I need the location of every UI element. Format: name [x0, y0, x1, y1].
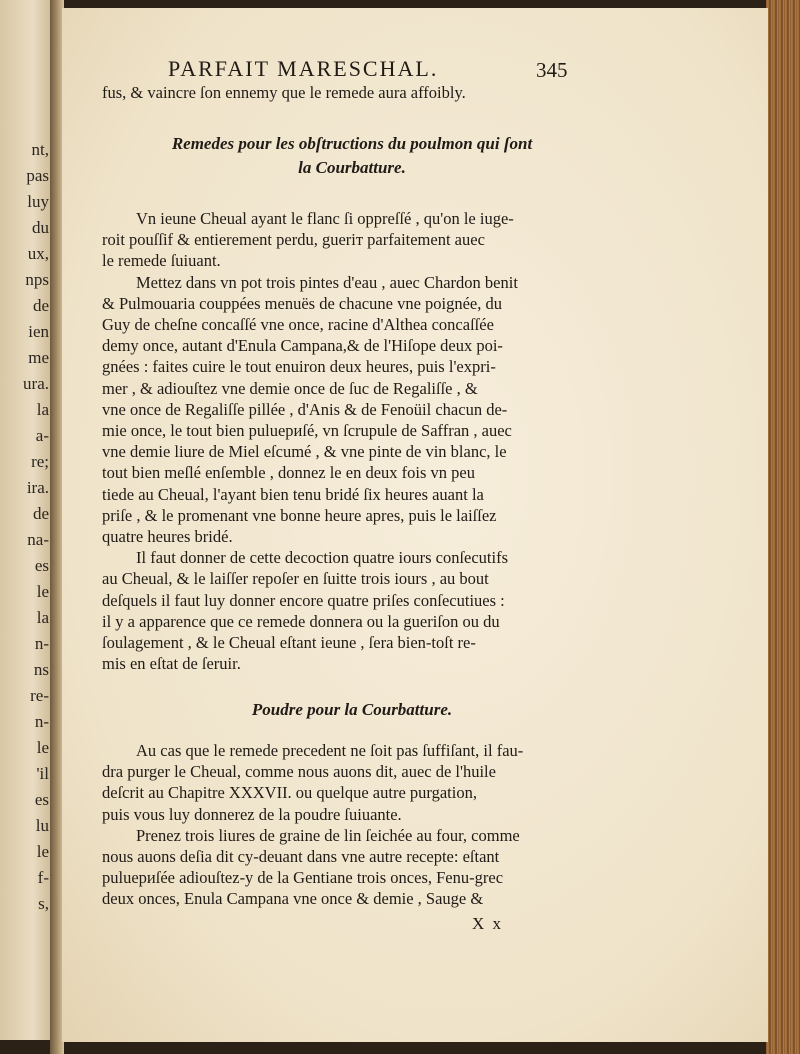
text-line: gnées : faites cuire le tout enuiron deux heures, puis l'expri- [102, 357, 496, 377]
text-line: vne once de Regaliſſe pillée , d'Anis & de Fenoüil chacun de- [102, 399, 508, 419]
paragraph [102, 208, 580, 272]
text-line: Au cas que le remede precedent ne ſoit pas ſuffiſant, il fau- [136, 741, 524, 760]
text-line: deux onces, Enula Campana vne once & demie , Sauge & [102, 889, 484, 909]
text-line: ſoulagement , & le Cheual eſtant ieune , ſera bien-toſt re- [102, 633, 476, 653]
facing-page-fragment: es [34, 556, 49, 575]
facing-page-fragment: n- [34, 634, 49, 653]
text-line: tout bien meſlé enſemble , donnez le en deux fois vn peu [102, 463, 475, 483]
facing-page-fragment: f- [37, 868, 49, 887]
text-line: Guy de cheſne concaſſé vne once, racine d'Althea concaſſée [102, 315, 494, 335]
facing-page-fragment: pas [26, 166, 49, 185]
text-line: le remede ſuiuant. [102, 251, 221, 271]
text-line: priſe , & le promenant vne bonne heure apres, puis le laiſſez [102, 505, 497, 525]
top-line [102, 82, 580, 103]
facing-page-fragment: la [36, 400, 49, 419]
text-line: vne demie liure de Miel eſcumé , & vne pinte de vin blanc, le [102, 442, 507, 462]
text-line: tiede au Cheual, l'ayant bien tenu bridé ſix heures auant la [102, 484, 484, 504]
book-fore-edge [766, 0, 800, 1054]
facing-page-fragment: na- [27, 530, 49, 549]
section1-body [102, 208, 580, 674]
text-line: mie once, le tout bien puluериſé, vn ſcrupule de Saffran , auec [102, 421, 512, 441]
section2-body [102, 740, 580, 910]
heading-line: Poudre pour la Courbatture. [251, 700, 453, 719]
text-line: au Cheual, & le laiſſer repoſer en ſuitte trois iours , au bout [102, 569, 489, 589]
facing-page-fragment: la [36, 608, 49, 627]
facing-page-fragment: nps [25, 270, 49, 289]
heading-line: la Courbatture. [298, 158, 406, 177]
heading-line: Remedes pour les obſtructions du poulmon qui ſont [171, 134, 533, 153]
facing-page-fragment: n- [34, 712, 49, 731]
text-line: nous auons deſia dit cy-deuant dans vne autre recepte: eſtant [102, 847, 500, 867]
text-line: dra purger le Cheual, comme nous auons dit, auec de l'huile [102, 762, 496, 782]
text-line: fus, & vaincre ſon ennemy que le remede aura affoibly. [102, 83, 466, 102]
page-header [62, 54, 768, 84]
text-line: roit pouſſif & entierement perdu, gueriт parfaitement auec [102, 230, 485, 250]
facing-page-fragment: a- [35, 426, 49, 445]
paragraph [102, 740, 580, 825]
facing-page-fragment: nt, [31, 140, 49, 159]
book-page [62, 8, 768, 1042]
text-line: il y a apparence que ce remede donnera ou la gueriſon ou du [102, 611, 500, 631]
facing-page-fragment: du [32, 218, 49, 237]
text-line: mer , & adiouſtez vne demie once de ſuc de Regaliſſe , & [102, 378, 478, 398]
paragraph [102, 825, 580, 910]
facing-page-fragment: s, [38, 894, 49, 913]
facing-page-fragment: de [32, 296, 49, 315]
facing-page-fragment: re; [31, 452, 49, 471]
paragraph [102, 272, 580, 548]
facing-page-fragment: le [36, 842, 49, 861]
section-heading-poudre [62, 698, 642, 722]
facing-page-fragment: le [36, 738, 49, 757]
facing-page-fragment: luy [27, 192, 49, 211]
text-line: puis vous luy donnerez de la poudre ſuiuante. [102, 804, 402, 824]
facing-page-fragment: ien [28, 322, 49, 341]
text-line: Prenez trois liures de graine de lin ſeichée au four, comme [136, 825, 520, 845]
catchword: X x [472, 914, 504, 933]
text-line: Vn ieune Cheual ayant le flanc ſi oppreſſé , qu'on le iuge- [136, 209, 514, 228]
facing-page-fragment: ira. [26, 478, 49, 497]
running-title: PARFAIT MARESCHAL. [168, 56, 439, 81]
facing-page-fragment: ux, [27, 244, 49, 263]
facing-page-edge [0, 0, 55, 1040]
paragraph [102, 547, 580, 674]
text-line: deſcrit au Chapitre XXXVII. ou quelque autre purgation, [102, 783, 477, 803]
facing-page-fragment: 'il [36, 764, 49, 783]
text-line: Il faut donner de cette decoction quatre iours conſecutifs [136, 548, 509, 568]
page-number: 345 [536, 58, 568, 82]
facing-page-fragment: lu [35, 816, 49, 835]
facing-page-fragment: ura. [23, 374, 49, 393]
facing-page-fragment: es [34, 790, 49, 809]
text-line: & Pulmouaria couppées menuës de chacune vne poignée, du [102, 293, 502, 313]
facing-page-fragment: le [36, 582, 49, 601]
facing-page-fragment: ns [33, 660, 49, 679]
text-line: demy once, autant d'Enula Campana,& de l'Hiſope deux poi- [102, 336, 503, 356]
text-line: puluериſée adiouſtez-y de la Gentiane trois onces, Fenu-grec [102, 868, 504, 888]
text-line: mis en eſtat de ſeruir. [102, 654, 241, 674]
facing-page-fragment: de [32, 504, 49, 523]
text-line: deſquels il faut luy donner encore quatre priſes conſecutiues : [102, 590, 505, 610]
text-line: Mettez dans vn pot trois pintes d'eau , auec Chardon benit [136, 272, 518, 292]
facing-page-fragment: me [28, 348, 49, 367]
text-line: quatre heures bridé. [102, 527, 233, 547]
section-heading-remedes [62, 132, 642, 180]
facing-page-fragment: re- [30, 686, 49, 705]
